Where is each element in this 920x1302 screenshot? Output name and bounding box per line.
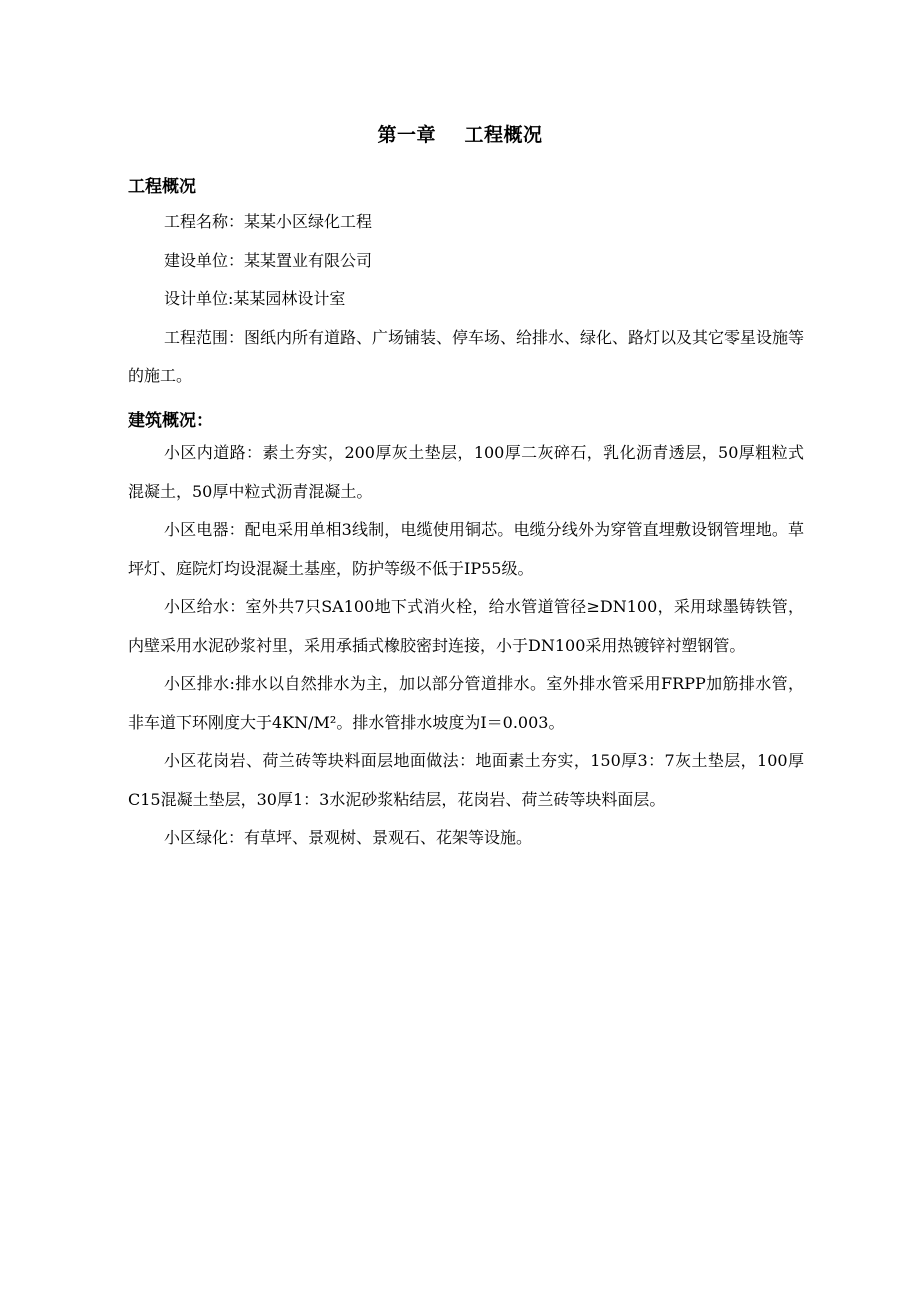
paragraph-water-supply: 小区给水：室外共7只SA100地下式消火栓，给水管道管径≥DN100，采用球墨铸铁管，内壁采用水泥砂浆衬里，采用承插式橡胶密封连接，小于DN100采用热镀锌衬塑钢管。 bbox=[128, 597, 804, 655]
section-heading-project-overview: 工程概况 bbox=[128, 177, 196, 197]
paragraph-greening: 小区绿化：有草坪、景观树、景观石、花架等设施。 bbox=[164, 828, 533, 847]
paragraph-project-scope: 工程范围：图纸内所有道路、广场铺装、停车场、给排水、绿化、路灯以及其它零星设施等的施工。 bbox=[128, 327, 805, 385]
section-heading-building-overview: 建筑概况： bbox=[128, 411, 213, 431]
paragraph-construction-unit: 建设单位：某某置业有限公司 bbox=[164, 250, 373, 270]
paragraph-electrical: 小区电器：配电采用单相3线制，电缆使用铜芯。电缆分线外为穿管直埋敷设钢管埋地。草坪灯、庭院灯均设混凝土基座，防护等级不低于IP55级。 bbox=[128, 520, 804, 578]
building-overview-body bbox=[128, 434, 804, 858]
paragraph-paving: 小区花岗岩、荷兰砖等块料面层地面做法：地面素土夯实，150厚3：7灰土垫层，100厚C15混凝土垫层，30厚1：3水泥砂浆粘结层，花岗岩、荷兰砖等块料面层。 bbox=[128, 751, 804, 809]
paragraph-drainage: 小区排水:排水以自然排水为主，加以部分管道排水。室外排水管采用FRPP加筋排水管，非车道下环刚度大于4KN/M²。排水管排水坡度为I＝0.003。 bbox=[128, 674, 804, 732]
paragraph-design-unit: 设计单位:某某园林设计室 bbox=[164, 289, 346, 308]
project-overview-body bbox=[128, 203, 804, 396]
paragraph-project-name: 工程名称：某某小区绿化工程 bbox=[164, 212, 373, 231]
chapter-title: 第一章 工程概况 bbox=[377, 124, 543, 146]
paragraph-internal-roads: 小区内道路：素土夯实，200厚灰土垫层，100厚二灰碎石，乳化沥青透层，50厚粗粒式混凝土，50厚中粒式沥青混凝土。 bbox=[128, 443, 804, 501]
